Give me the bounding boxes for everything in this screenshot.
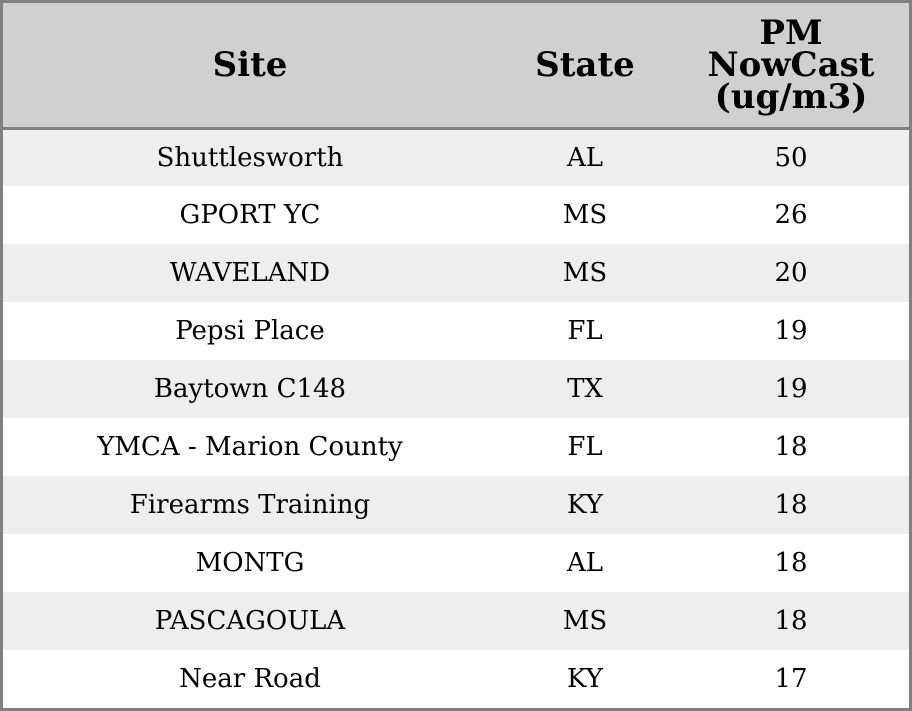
pm-nowcast-table bbox=[3, 3, 909, 708]
cell-pm: 19 bbox=[774, 316, 808, 346]
cell-pm: 18 bbox=[774, 606, 808, 636]
cell-pm: 20 bbox=[774, 258, 808, 288]
cell-site: PASCAGOULA bbox=[154, 606, 346, 636]
header-pm-line-3: (ug/m3) bbox=[714, 76, 868, 117]
header-site: Site bbox=[3, 3, 497, 128]
cell-state: MS bbox=[562, 258, 608, 288]
table-row bbox=[3, 476, 909, 534]
header-row bbox=[3, 3, 909, 128]
table-row bbox=[3, 302, 909, 360]
cell-site: Baytown C148 bbox=[153, 374, 347, 404]
table-row bbox=[3, 128, 909, 186]
header-pm-line-1: PM bbox=[759, 12, 823, 53]
cell-site: MONTG bbox=[195, 548, 305, 578]
table-row bbox=[3, 650, 909, 708]
cell-site: WAVELAND bbox=[169, 258, 331, 288]
table-row bbox=[3, 360, 909, 418]
cell-pm: 18 bbox=[774, 490, 808, 520]
header-state: State bbox=[497, 3, 673, 128]
cell-state: MS bbox=[562, 200, 608, 230]
cell-state: KY bbox=[567, 490, 603, 520]
table-row bbox=[3, 418, 909, 476]
cell-state: AL bbox=[566, 548, 604, 578]
cell-site: GPORT YC bbox=[179, 200, 321, 230]
cell-site: Firearms Training bbox=[129, 490, 371, 520]
cell-pm: 18 bbox=[774, 548, 808, 578]
cell-pm: 18 bbox=[774, 432, 808, 462]
cell-site: Near Road bbox=[179, 664, 321, 694]
header-pm-nowcast bbox=[673, 3, 909, 128]
cell-state: TX bbox=[567, 374, 603, 404]
cell-pm: 17 bbox=[774, 664, 808, 694]
cell-site: YMCA - Marion County bbox=[97, 432, 403, 462]
table-row bbox=[3, 186, 909, 244]
cell-pm: 19 bbox=[774, 374, 808, 404]
header-pm-line-2: NowCast bbox=[707, 44, 875, 85]
cell-site: Pepsi Place bbox=[175, 316, 325, 346]
table-row bbox=[3, 592, 909, 650]
cell-state: AL bbox=[566, 142, 604, 173]
cell-state: FL bbox=[567, 316, 603, 346]
cell-state: KY bbox=[567, 664, 603, 694]
cell-pm: 50 bbox=[774, 142, 808, 173]
table-row bbox=[3, 534, 909, 592]
table-row bbox=[3, 244, 909, 302]
table-header bbox=[3, 3, 909, 128]
table-body bbox=[3, 128, 909, 708]
cell-pm: 26 bbox=[774, 200, 808, 230]
cell-state: MS bbox=[562, 606, 608, 636]
cell-state: FL bbox=[567, 432, 603, 462]
cell-site: Shuttlesworth bbox=[156, 142, 344, 173]
